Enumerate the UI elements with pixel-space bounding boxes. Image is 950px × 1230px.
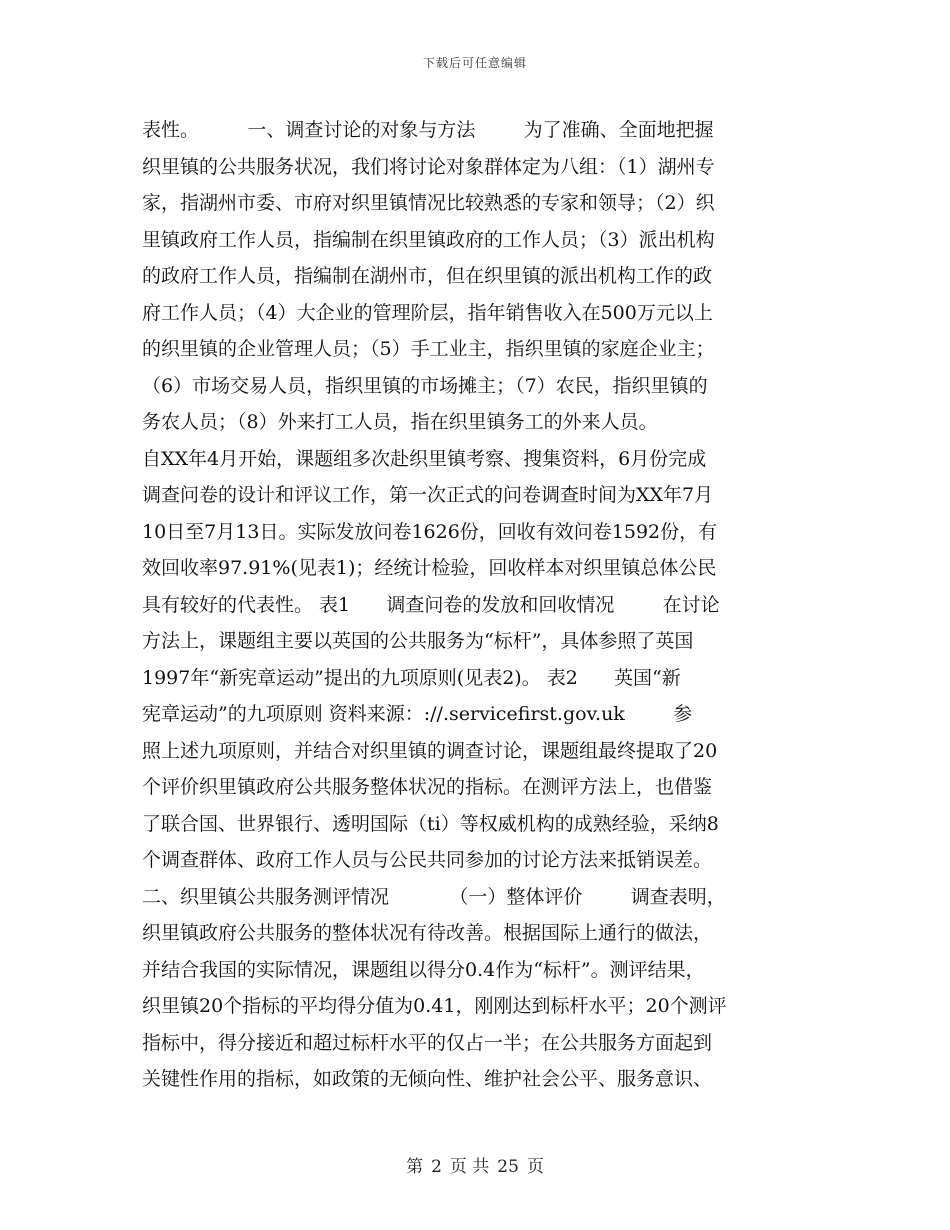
text-line: （6）市场交易人员，指织里镇的市场摊主；（7）农民，指织里镇的 (142, 374, 708, 397)
page-header: 下载后可任意编辑 (422, 56, 527, 70)
text-line: 关键性作用的指标，如政策的无倾向性、维护社会公平、服务意识、 (142, 1068, 713, 1090)
text-line: 并结合我国的实际情况，课题组以得分0.4作为“标杆”。测评结果， (142, 958, 705, 981)
text-line: 织里镇20个指标的平均得分值为0.41，刚刚达到标杆水平；20个测评 (142, 995, 727, 1017)
text-line: 效回收率97.91%(见表1)；经统计检验，回收样本对织里镇总体公民 (142, 557, 717, 579)
footer-prefix: 第 (406, 1157, 424, 1177)
text-line: 方法上，课题组主要以英国的公共服务为“标杆”，具体参照了英国 (142, 630, 694, 652)
text-line: 1997年“新宪章运动”提出的九项原则(见表2)。 表2 英国“新 (142, 666, 681, 689)
text-line: 了联合国、世界银行、透明国际（ti）等权威机构的成熟经验，采纳8 (142, 812, 719, 835)
text-line: 个评价织里镇政府公共服务整体状况的指标。在测评方法上，也借鉴 (142, 776, 713, 798)
text-line: 照上述九项原则，并结合对织里镇的调查讨论，课题组最终提取了20 (142, 739, 718, 762)
footer-middle: 页 共 (449, 1157, 490, 1177)
text-line: 宪章运动”的九项原则 资料来源：://.servicefirst.gov.uk 参 (142, 703, 693, 725)
text-line: 自XX年4月开始，课题组多次赴织里镇考察、搜集资料，6月份完成 (142, 447, 707, 470)
text-line: 织里镇的公共服务状况，我们将讨论对象群体定为八组：（1）湖州专 (142, 155, 715, 178)
current-page-number: 2 (431, 1157, 442, 1177)
text-line: 表性。 一、调查讨论的对象与方法 为了准确、全面地把握 (142, 119, 714, 141)
body-text (142, 112, 812, 1098)
text-line: 务农人员；（8）外来打工人员，指在织里镇务工的外来人员。 (142, 411, 658, 433)
text-line: 调查问卷的设计和评议工作，第一次正式的问卷调查时间为XX年7月 (142, 484, 714, 506)
text-line: 的政府工作人员，指编制在湖州市，但在织里镇的派出机构工作的政 (142, 265, 713, 287)
text-line: 里镇政府工作人员，指编制在织里镇政府的工作人员；（3）派出机构 (142, 228, 715, 251)
text-line: 具有较好的代表性。 表1 调查问卷的发放和回收情况 在讨论 (142, 593, 720, 616)
total-page-count: 25 (497, 1157, 519, 1177)
text-line: 指标中，得分接近和超过标杆水平的仅占一半；在公共服务方面起到 (142, 1031, 713, 1054)
text-line: 个调查群体、政府工作人员与公民共同参加的讨论方法来抵销误差。 (142, 849, 713, 871)
page-footer (0, 1152, 950, 1177)
footer-suffix: 页 (526, 1157, 544, 1177)
text-line: 二、织里镇公共服务测评情况 （一）整体评价 调查表明， (142, 885, 726, 908)
text-line: 10日至7月13日。实际发放问卷1626份，回收有效问卷1592份，有 (142, 520, 718, 543)
text-line: 府工作人员；（4）大企业的管理阶层，指年销售收入在500万元以上 (142, 301, 713, 324)
text-line: 的织里镇的企业管理人员；（5）手工业主，指织里镇的家庭企业主； (142, 338, 715, 360)
text-line: 家，指湖州市委、市府对织里镇情况比较熟悉的专家和领导；（2）织 (142, 192, 715, 214)
text-line: 织里镇政府公共服务的整体状况有待改善。根据国际上通行的做法， (142, 922, 713, 944)
